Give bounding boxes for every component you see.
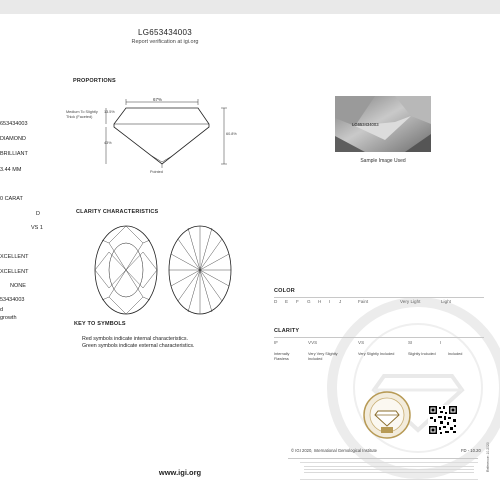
clarity-grade: I (440, 340, 442, 345)
color-letter: G (307, 299, 311, 304)
table-percent: 67% (153, 97, 163, 102)
report-number: LG653434003 (137, 28, 192, 37)
color-letter: I (329, 299, 331, 304)
clarity-description: Very Slightly Included (358, 352, 395, 356)
footer-url[interactable]: www.igi.org (158, 468, 202, 477)
clarity-grade: VVS (308, 340, 318, 345)
key-line-red: Red symbols indicate internal characteristics. (82, 336, 188, 342)
sample-image-caption: Sample Image Used (360, 158, 406, 164)
form-code: FD - 10.20 (461, 448, 481, 453)
color-letter: H (318, 299, 322, 304)
clarity-description: Very Very Slightly Included (308, 352, 338, 361)
key-line-green: Green symbols indicate external characteristics. (82, 343, 195, 349)
left-value: DIAMOND (0, 136, 26, 142)
left-value: 3.44 MM (0, 167, 22, 173)
proportions-title: PROPORTIONS (73, 78, 116, 84)
color-category: Very Light (400, 299, 421, 304)
clarity-scale-title: CLARITY (274, 328, 300, 334)
clarity-grade: IF (274, 340, 279, 345)
fine-print-block (300, 462, 478, 480)
copyright-text: © IGI 2020, International Gemological Institute (291, 448, 377, 453)
color-scale-title: COLOR (274, 288, 295, 294)
igi-seal-logo (362, 390, 412, 440)
sample-image (335, 96, 431, 152)
crown-label: Medium To Slightly Thick (Faceted) (66, 110, 98, 119)
sample-inscription: LG653434003 (352, 122, 379, 127)
clarity-grade: VS (358, 340, 365, 345)
depth-percent: 60.8% (226, 132, 237, 136)
qr-code[interactable] (428, 405, 458, 435)
key-to-symbols-title: KEY TO SYMBOLS (74, 321, 126, 327)
clarity-grade: SI (408, 340, 413, 345)
pavilion-percent: 43% (104, 141, 112, 145)
color-letter: E (285, 299, 289, 304)
side-reference: Reference: 10.2020 (486, 442, 490, 472)
crown-percent: 13.5% (104, 110, 115, 114)
clarity-description: Slightly Included (408, 352, 436, 356)
left-partial: growth (0, 315, 17, 321)
clarity-description: Included (448, 352, 463, 356)
color-letter: J (339, 299, 342, 304)
clarity-plot-diagram (90, 222, 240, 320)
color-category: Faint (358, 299, 369, 304)
clarity-scale-rule (274, 337, 484, 338)
left-value: BRILLIANT (0, 151, 28, 157)
verification-text: Report verification at igi.org (131, 39, 199, 45)
clarity-description: Internally Flawless (274, 352, 290, 361)
footer-rule (288, 458, 478, 459)
left-partial: d (0, 307, 4, 313)
color-letter: D (274, 299, 278, 304)
color-letter: F (296, 299, 299, 304)
color-category: Light (441, 299, 451, 304)
left-value: XCELLENT (0, 269, 29, 275)
proportions-diagram (64, 90, 284, 185)
left-value: NONE (10, 283, 26, 289)
left-value: 0 CARAT (0, 196, 23, 202)
culet-label: Pointed (150, 170, 163, 174)
color-scale-rule (274, 297, 484, 298)
left-value: 53434003 (0, 297, 25, 303)
left-value: 653434003 (0, 121, 28, 127)
left-value: VS 1 (31, 225, 43, 231)
left-value: XCELLENT (0, 254, 29, 260)
clarity-characteristics-title: CLARITY CHARACTERISTICS (76, 209, 159, 215)
left-value: D (36, 211, 40, 217)
